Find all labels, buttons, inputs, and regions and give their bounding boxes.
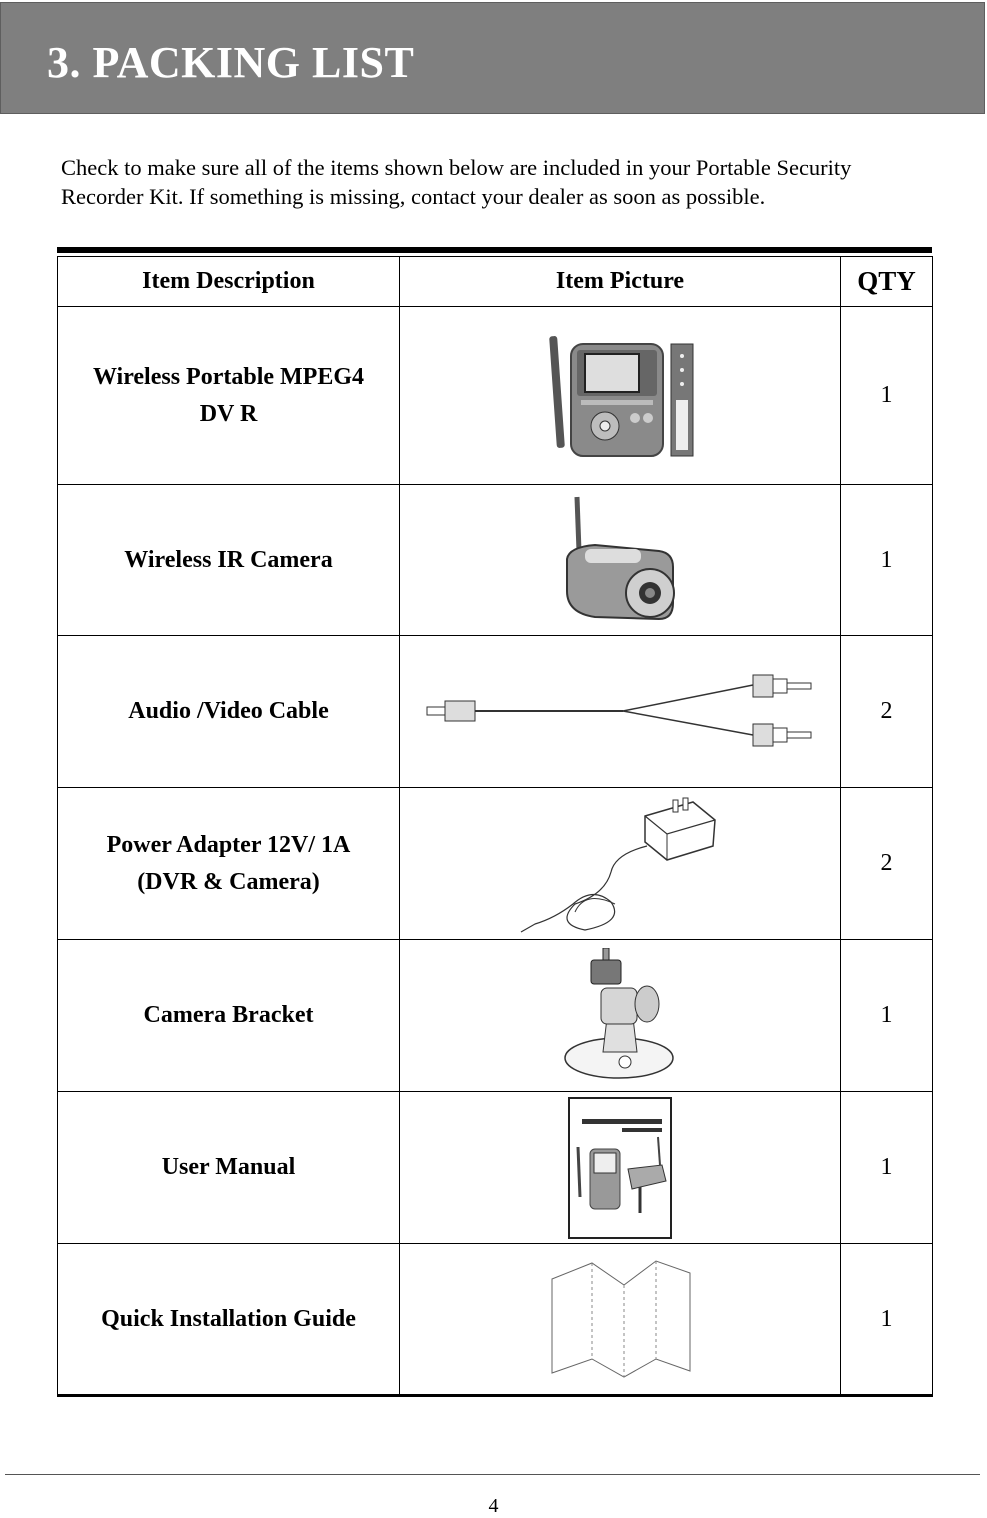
page-title: 3. PACKING LIST xyxy=(47,38,415,87)
header-item-picture: Item Picture xyxy=(400,257,841,307)
section-banner xyxy=(0,2,985,114)
av-cable-icon xyxy=(423,667,818,757)
table-top-rule xyxy=(57,247,932,253)
table-row xyxy=(58,307,933,485)
portable-dvr-icon xyxy=(545,328,695,463)
item-picture xyxy=(400,1092,841,1244)
item-picture xyxy=(400,485,841,636)
footer-rule xyxy=(5,1474,980,1475)
item-description xyxy=(58,1244,400,1396)
item-qty: 1 xyxy=(841,485,933,636)
item-picture xyxy=(400,307,841,485)
item-name: Quick Installation Guide xyxy=(101,1305,356,1332)
item-picture xyxy=(400,788,841,940)
item-qty: 2 xyxy=(841,788,933,940)
item-qty: 2 xyxy=(841,636,933,788)
table-header-row xyxy=(58,257,933,307)
item-qty: 1 xyxy=(841,1244,933,1396)
item-qty: 1 xyxy=(841,940,933,1092)
user-manual-icon xyxy=(568,1097,672,1239)
item-name: Camera Bracket xyxy=(143,1002,314,1028)
item-description xyxy=(58,788,400,940)
item-qty: 1 xyxy=(841,307,933,485)
header-qty: QTY xyxy=(841,257,933,307)
table-row xyxy=(58,1092,933,1244)
camera-bracket-icon xyxy=(563,948,678,1083)
item-description xyxy=(58,307,400,485)
table-row xyxy=(58,940,933,1092)
power-adapter-icon xyxy=(515,794,725,934)
intro-line: Check to make sure all of the items shown below are included in your Portable Security xyxy=(61,155,852,180)
item-name: User Manual xyxy=(161,1154,296,1180)
item-qty: 1 xyxy=(841,1092,933,1244)
quick-guide-icon xyxy=(548,1259,693,1379)
item-name: Power Adapter 12V/ 1A xyxy=(106,831,351,858)
item-description xyxy=(58,940,400,1092)
item-name-line2: DV R xyxy=(199,400,258,427)
item-description xyxy=(58,1092,400,1244)
intro-paragraph xyxy=(61,153,961,211)
item-description xyxy=(58,636,400,788)
table-row xyxy=(58,485,933,636)
item-name: Audio /Video Cable xyxy=(128,698,329,724)
item-picture xyxy=(400,940,841,1092)
packing-list-table xyxy=(57,256,933,1397)
item-name: Wireless IR Camera xyxy=(124,546,333,573)
table-row xyxy=(58,636,933,788)
item-name: Wireless Portable MPEG4 xyxy=(92,363,365,390)
item-description xyxy=(58,485,400,636)
ir-camera-icon xyxy=(555,491,685,629)
item-picture xyxy=(400,636,841,788)
header-item-description: Item Description xyxy=(58,257,400,307)
item-name-line2: (DVR & Camera) xyxy=(137,868,320,895)
table-row xyxy=(58,788,933,940)
intro-line: Recorder Kit. If something is missing, contact your dealer as soon as possible. xyxy=(61,184,766,209)
item-picture xyxy=(400,1244,841,1396)
table-row xyxy=(58,1244,933,1396)
page-number: 4 xyxy=(488,1495,499,1517)
